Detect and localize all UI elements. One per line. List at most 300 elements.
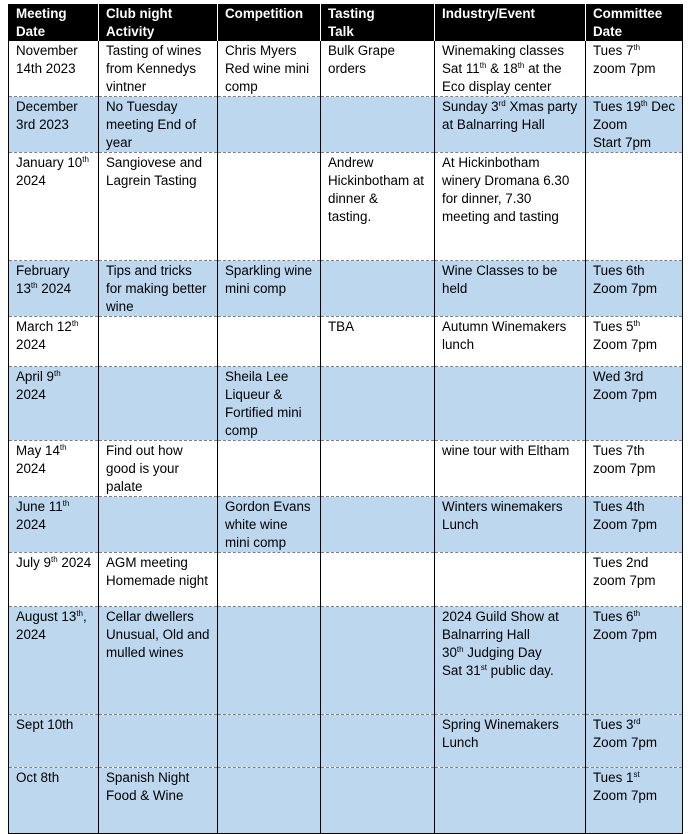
table-row (9, 768, 683, 834)
cell-text-line (106, 442, 212, 460)
cell-club-night-activity (99, 317, 218, 367)
text-run: March 12 (16, 319, 72, 334)
cell-text-line (106, 298, 212, 316)
text-run: winery Dromana 6.30 (442, 173, 570, 188)
text-run: lunch (442, 337, 475, 352)
text-run: comp (225, 79, 258, 94)
text-run: Zoom (593, 117, 628, 132)
cell-competition (218, 441, 321, 497)
text-run: AGM meeting (106, 555, 188, 570)
cell-industry-event (435, 153, 586, 261)
table-row (9, 497, 683, 553)
ordinal-suffix: th (53, 369, 61, 378)
text-run: Judging Day (463, 645, 542, 660)
text-run: Liqueur & (225, 387, 283, 402)
ordinal-suffix: rd (633, 717, 641, 726)
cell-text-line (328, 172, 429, 190)
cell-text-line (442, 644, 580, 662)
cell-text-line (442, 78, 580, 96)
text-run: July 9 (16, 555, 51, 570)
text-run: held (442, 281, 468, 296)
cell-text-line (106, 554, 212, 572)
text-run: Start 7pm (593, 135, 652, 150)
text-run: Winemaking classes (442, 43, 565, 58)
cell-text-line (442, 42, 580, 60)
text-run: Eco display center (442, 79, 552, 94)
text-run: 2024 (16, 387, 46, 402)
cell-tasting-talk (321, 261, 435, 317)
cell-club-night-activity (99, 497, 218, 553)
cell-competition (218, 367, 321, 441)
cell-industry-event (435, 97, 586, 153)
cell-committee-date (586, 497, 683, 553)
table-row (9, 317, 683, 367)
text-run: & 18 (486, 61, 518, 76)
table-row (9, 715, 683, 768)
text-run: Dec (647, 99, 676, 114)
cell-text-line (593, 460, 677, 478)
cell-text-line (16, 42, 93, 60)
text-run: public day. (486, 663, 554, 678)
cell-text-line (442, 98, 580, 116)
text-run: Unusual, Old and (106, 627, 210, 642)
ordinal-suffix: th (517, 61, 525, 70)
cell-tasting-talk (321, 768, 435, 834)
text-run: comp (225, 423, 258, 438)
cell-text-line (442, 116, 580, 134)
text-run: June 11 (16, 499, 63, 514)
cell-text-line (442, 172, 580, 190)
cell-meeting-date (9, 553, 99, 607)
text-run: Zoom 7pm (593, 281, 657, 296)
cell-text-line (442, 318, 580, 336)
text-run: for making better (106, 281, 207, 296)
cell-text-line (328, 154, 429, 172)
text-run: Spanish Night (106, 770, 190, 785)
cell-text-line (16, 172, 93, 190)
text-run: mulled wines (106, 645, 184, 660)
schedule-table-container (8, 4, 683, 834)
cell-text-line (106, 60, 212, 78)
cell-text-line (16, 498, 93, 516)
cell-text-line (106, 787, 212, 805)
cell-text-line (106, 172, 212, 190)
cell-committee-date (586, 97, 683, 153)
text-run: Red wine mini (225, 61, 310, 76)
text-run: Spring Winemakers (442, 717, 559, 732)
cell-text-line (593, 769, 677, 787)
cell-text-line (16, 608, 93, 626)
ordinal-suffix: rd (498, 99, 506, 108)
cell-text-line (16, 368, 93, 386)
table-row (9, 607, 683, 715)
cell-text-line (106, 116, 212, 134)
text-run: 14th 2023 (16, 61, 76, 76)
cell-competition (218, 317, 321, 367)
text-run: Autumn Winemakers (442, 319, 567, 334)
header-label: Date (16, 24, 46, 39)
header-label: Industry/Event (442, 6, 536, 21)
cell-text-line (106, 769, 212, 787)
text-run: Hickinbotham at (328, 173, 425, 188)
cell-tasting-talk (321, 367, 435, 441)
ordinal-suffix: th (59, 443, 67, 452)
cell-text-line (106, 78, 212, 96)
text-run: Tips and tricks (106, 263, 192, 278)
text-run: dinner & (328, 191, 378, 206)
cell-text-line (16, 336, 93, 354)
cell-club-night-activity (99, 553, 218, 607)
header-row (9, 4, 683, 41)
ordinal-suffix: th (82, 155, 89, 164)
text-run: Balnarring Hall (442, 627, 530, 642)
text-run: Bulk Grape (328, 43, 395, 58)
cell-text-line (593, 336, 677, 354)
cell-competition (218, 97, 321, 153)
cell-text-line (106, 154, 212, 172)
cell-committee-date (586, 715, 683, 768)
cell-text-line (16, 116, 93, 134)
cell-competition (218, 153, 321, 261)
cell-text-line (225, 498, 315, 516)
cell-text-line (442, 498, 580, 516)
cell-text-line (106, 478, 212, 496)
text-run: Tues 2nd (593, 555, 649, 570)
cell-committee-date (586, 367, 683, 441)
cell-meeting-date (9, 317, 99, 367)
text-run: zoom 7pm (593, 573, 656, 588)
text-run: Zoom 7pm (593, 788, 657, 803)
cell-text-line (16, 516, 93, 534)
text-run: vintner (106, 79, 147, 94)
ordinal-suffix: th (479, 61, 487, 70)
cell-meeting-date (9, 497, 99, 553)
text-run: at the (524, 61, 562, 76)
header-competition (218, 4, 321, 41)
cell-committee-date (586, 607, 683, 715)
text-run: February (16, 263, 70, 278)
table-row (9, 41, 683, 97)
text-run: meeting and tasting (442, 209, 559, 224)
ordinal-suffix: th (50, 555, 58, 564)
cell-meeting-date (9, 367, 99, 441)
text-run: Sparkling wine (225, 263, 313, 278)
cell-text-line (593, 42, 677, 60)
cell-text-line (16, 626, 93, 644)
cell-industry-event (435, 553, 586, 607)
text-run: mini comp (225, 535, 287, 550)
header-label: Talk (328, 24, 354, 39)
cell-text-line (225, 60, 315, 78)
cell-text-line (593, 442, 677, 460)
cell-text-line (106, 262, 212, 280)
cell-text-line (593, 386, 677, 404)
cell-text-line (16, 460, 93, 478)
cell-tasting-talk (321, 607, 435, 715)
cell-club-night-activity (99, 153, 218, 261)
text-run: Oct 8th (16, 770, 60, 785)
cell-text-line (106, 644, 212, 662)
cell-text-line (442, 208, 580, 226)
text-run: Sat 31 (442, 663, 481, 678)
text-run: TBA (328, 319, 355, 334)
cell-tasting-talk (321, 441, 435, 497)
cell-text-line (16, 98, 93, 116)
cell-meeting-date (9, 41, 99, 97)
cell-text-line (593, 716, 677, 734)
header-label: Date (593, 24, 623, 39)
text-run: Zoom 7pm (593, 337, 657, 352)
ordinal-suffix: th (633, 609, 641, 618)
cell-meeting-date (9, 607, 99, 715)
cell-text-line (106, 460, 212, 478)
cell-text-line (225, 422, 315, 440)
cell-meeting-date (9, 768, 99, 834)
cell-text-line (593, 572, 677, 590)
cell-industry-event (435, 441, 586, 497)
cell-committee-date (586, 41, 683, 97)
cell-text-line (593, 134, 677, 152)
cell-committee-date (586, 317, 683, 367)
cell-text-line (16, 280, 93, 298)
cell-text-line (593, 516, 677, 534)
cell-text-line (442, 190, 580, 208)
text-run: 2024 Guild Show at (442, 609, 559, 624)
cell-club-night-activity (99, 768, 218, 834)
cell-text-line (593, 368, 677, 386)
text-run: Sat 11 (442, 61, 480, 76)
cell-club-night-activity (99, 97, 218, 153)
text-run: Fortified mini (225, 405, 302, 420)
text-run: Gordon Evans (225, 499, 311, 514)
header-committee-date (586, 4, 683, 41)
cell-club-night-activity (99, 441, 218, 497)
cell-text-line (106, 42, 212, 60)
cell-text-line (225, 404, 315, 422)
header-club-night-activity (99, 4, 218, 41)
cell-competition (218, 715, 321, 768)
ordinal-suffix: st (480, 663, 487, 672)
cell-committee-date (586, 153, 683, 261)
cell-text-line (16, 769, 93, 787)
text-run: zoom 7pm (593, 61, 656, 76)
text-run: Xmas party (505, 99, 578, 114)
cell-meeting-date (9, 153, 99, 261)
text-run: 2024 (37, 281, 72, 296)
cell-text-line (593, 498, 677, 516)
cell-text-line (442, 516, 580, 534)
cell-text-line (442, 734, 580, 752)
cell-text-line (225, 534, 315, 552)
header-label: Tasting (328, 6, 375, 21)
cell-club-night-activity (99, 367, 218, 441)
cell-competition (218, 497, 321, 553)
cell-text-line (442, 626, 580, 644)
text-run: Sangiovese and (106, 155, 203, 170)
cell-text-line (442, 280, 580, 298)
cell-competition (218, 261, 321, 317)
text-run: orders (328, 61, 366, 76)
cell-tasting-talk (321, 497, 435, 553)
cell-text-line (593, 608, 677, 626)
text-run: , (82, 609, 87, 624)
text-run: zoom 7pm (593, 461, 656, 476)
ordinal-suffix: th (456, 645, 464, 654)
text-run: Lagrein Tasting (106, 173, 197, 188)
cell-text-line (593, 734, 677, 752)
text-run: Tues 1 (593, 770, 634, 785)
header-tasting-talk (321, 4, 435, 41)
text-run: November (16, 43, 78, 58)
cell-committee-date (586, 553, 683, 607)
text-run: December (16, 99, 78, 114)
text-run: At Hickinbotham (442, 155, 540, 170)
cell-tasting-talk (321, 553, 435, 607)
text-run: Andrew (328, 155, 374, 170)
ordinal-suffix: st (633, 770, 640, 779)
text-run: Sept 10th (16, 717, 74, 732)
cell-text-line (16, 60, 93, 78)
cell-text-line (328, 208, 429, 226)
cell-industry-event (435, 41, 586, 97)
text-run: May 14 (16, 443, 60, 458)
cell-text-line (225, 42, 315, 60)
cell-text-line (106, 608, 212, 626)
ordinal-suffix: th (30, 281, 38, 290)
cell-competition (218, 768, 321, 834)
text-run: 2024 (16, 517, 46, 532)
table-row (9, 97, 683, 153)
text-run: for dinner, 7.30 (442, 191, 532, 206)
cell-club-night-activity (99, 261, 218, 317)
cell-industry-event (435, 768, 586, 834)
text-run: 2024 (16, 337, 46, 352)
cell-meeting-date (9, 441, 99, 497)
text-run: Wed 3rd (593, 369, 644, 384)
table-row (9, 367, 683, 441)
table-row (9, 261, 683, 317)
cell-tasting-talk (321, 153, 435, 261)
text-run: good is your (106, 461, 179, 476)
text-run: Tues 7th (593, 443, 645, 458)
text-run: wine tour with Eltham (442, 443, 570, 458)
cell-text-line (16, 154, 93, 172)
text-run: January 10 (16, 155, 83, 170)
cell-text-line (225, 78, 315, 96)
text-run: Tues 6th (593, 263, 645, 278)
table-row (9, 553, 683, 607)
ordinal-suffix: th (71, 319, 79, 328)
text-run: at Balnarring Hall (442, 117, 545, 132)
text-run: Zoom 7pm (593, 627, 657, 642)
text-run: Sheila Lee (225, 369, 289, 384)
text-run: 2024 (16, 173, 46, 188)
text-run: Find out how (106, 443, 183, 458)
cell-text-line (328, 60, 429, 78)
header-label: Meeting (16, 6, 67, 21)
text-run: 30 (442, 645, 457, 660)
cell-text-line (593, 60, 677, 78)
cell-text-line (328, 190, 429, 208)
cell-text-line (106, 280, 212, 298)
cell-text-line (442, 262, 580, 280)
text-run: from Kennedys (106, 61, 197, 76)
cell-club-night-activity (99, 607, 218, 715)
text-run: No Tuesday (106, 99, 178, 114)
text-run: mini comp (225, 281, 287, 296)
header-meeting-date (9, 4, 99, 41)
ordinal-suffix: th (76, 609, 83, 618)
cell-text-line (225, 516, 315, 534)
ordinal-suffix: th (633, 43, 641, 52)
ordinal-suffix: th (640, 99, 648, 108)
cell-industry-event (435, 607, 586, 715)
text-run: 2024 (16, 461, 46, 476)
cell-text-line (442, 154, 580, 172)
text-run: Tues 7 (593, 43, 634, 58)
text-run: Tasting of wines (106, 43, 202, 58)
cell-text-line (106, 626, 212, 644)
text-run: 2024 (57, 555, 92, 570)
ordinal-suffix: th (62, 499, 70, 508)
text-run: palate (106, 479, 143, 494)
cell-text-line (593, 787, 677, 805)
table-row (9, 441, 683, 497)
cell-tasting-talk (321, 715, 435, 768)
cell-text-line (442, 716, 580, 734)
cell-text-line (442, 608, 580, 626)
cell-industry-event (435, 261, 586, 317)
cell-text-line (225, 386, 315, 404)
cell-text-line (593, 280, 677, 298)
cell-text-line (593, 116, 677, 134)
cell-text-line (16, 442, 93, 460)
cell-tasting-talk (321, 41, 435, 97)
cell-committee-date (586, 768, 683, 834)
text-run: Cellar dwellers (106, 609, 194, 624)
cell-text-line (593, 318, 677, 336)
cell-text-line (16, 554, 93, 572)
text-run: Tues 3 (593, 717, 634, 732)
cell-text-line (225, 262, 315, 280)
text-run: Zoom 7pm (593, 735, 657, 750)
cell-text-line (328, 318, 429, 336)
cell-competition (218, 607, 321, 715)
text-run: Food & Wine (106, 788, 184, 803)
table-body (9, 41, 683, 834)
table-row (9, 153, 683, 261)
header-label: Competition (225, 6, 304, 21)
text-run: Tues 5 (593, 319, 634, 334)
cell-text-line (16, 716, 93, 734)
header-industry-event (435, 4, 586, 41)
text-run: meeting End of (106, 117, 197, 132)
cell-club-night-activity (99, 715, 218, 768)
cell-committee-date (586, 261, 683, 317)
cell-text-line (106, 98, 212, 116)
text-run: 13 (16, 281, 31, 296)
text-run: Zoom 7pm (593, 517, 657, 532)
cell-text-line (593, 262, 677, 280)
text-run: white wine (225, 517, 288, 532)
cell-text-line (328, 42, 429, 60)
cell-text-line (442, 60, 580, 78)
text-run: August 13 (16, 609, 77, 624)
table-header (9, 4, 683, 41)
cell-industry-event (435, 317, 586, 367)
cell-industry-event (435, 715, 586, 768)
cell-text-line (16, 386, 93, 404)
